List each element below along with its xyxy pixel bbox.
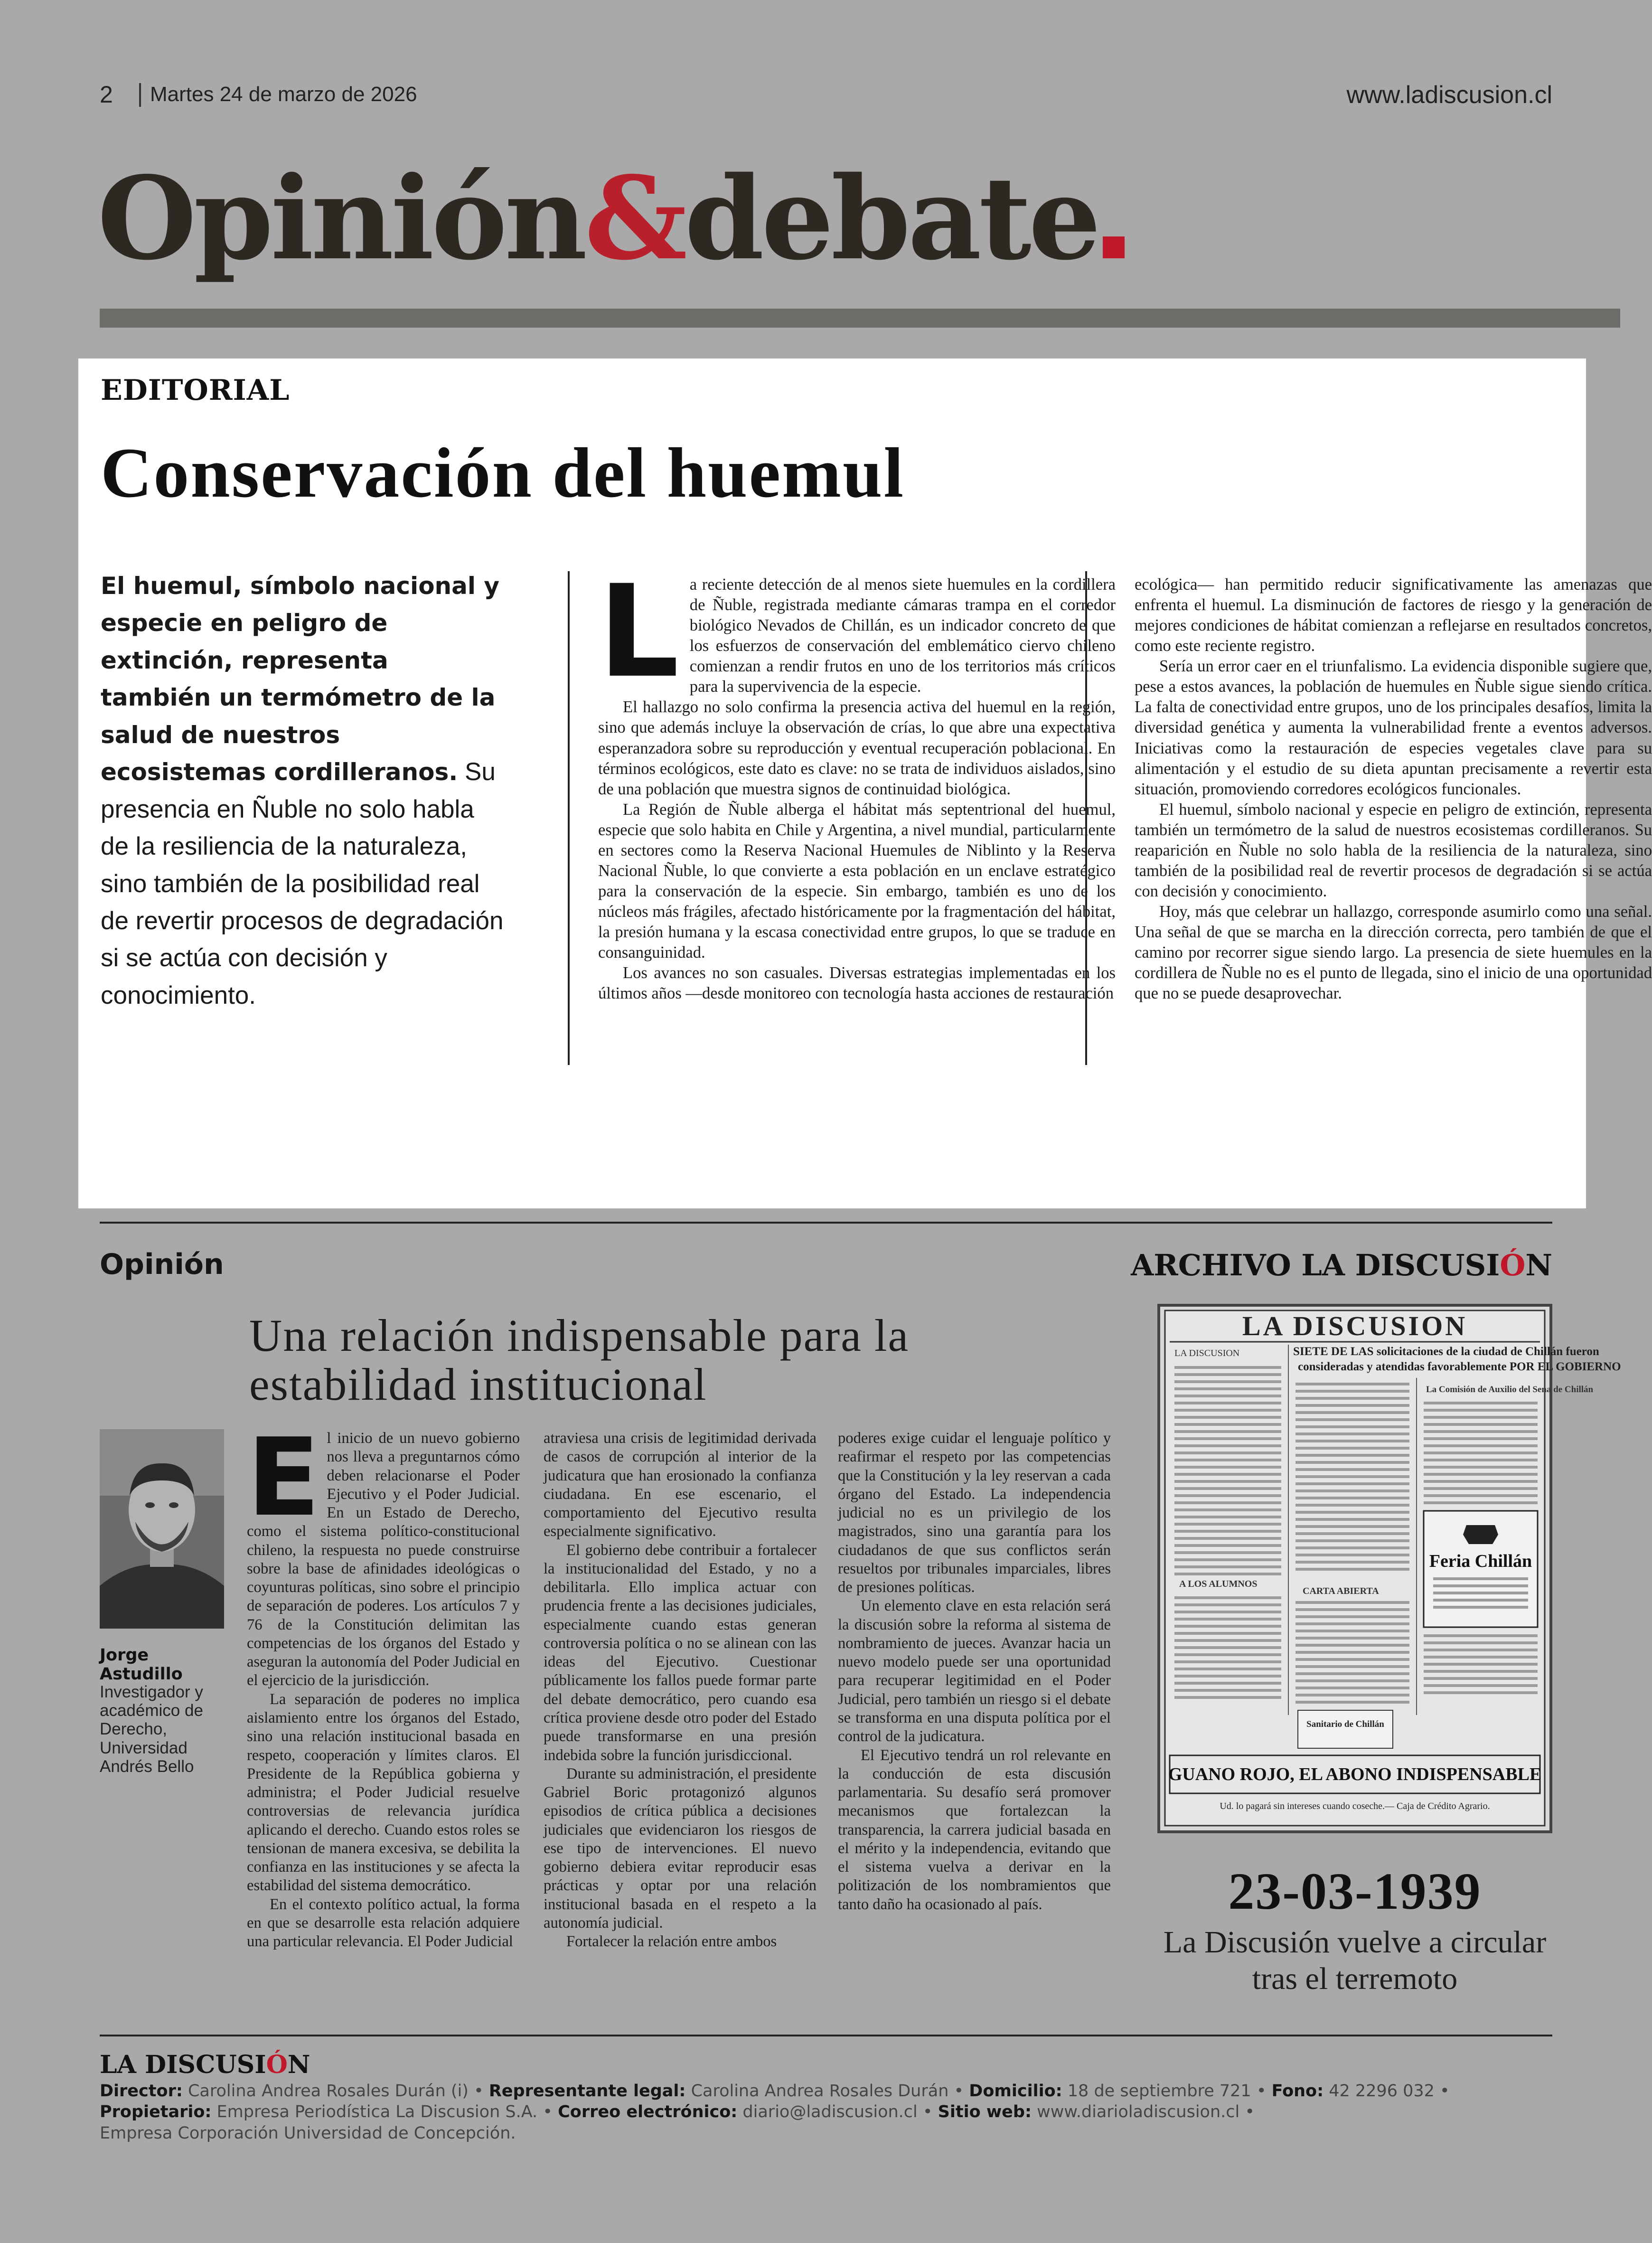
section-title <box>97 151 1125 285</box>
editorial-column-1 <box>598 558 1116 1004</box>
section-title-ampersand: & <box>584 151 685 285</box>
clipping-sub-right: La Comisión de Auxilio del Sena de Chillán <box>1426 1385 1594 1395</box>
opinion-title: Una relación indispensable para la estabilidad institucional <box>249 1310 910 1410</box>
section-divider <box>100 1222 1552 1224</box>
footer-rule <box>100 2035 1552 2036</box>
editorial-paragraph: Hoy, más que celebrar un hallazgo, corresponde asumirlo como una señal. Una señal de que se marcha en la dirección correcta, pero también de que el camino por recorrer sigue siendo largo. La presencia de siete huemules en la cordillera de Ñuble no es el punto de llegada, sino el inicio de una oportunidad que no se puede desaprovechar. <box>1135 903 1652 1003</box>
opinion-paragraph: Durante su administración, el presidente Gabriel Boric protagonizó algunos episodios de crítica pública a decisiones judiciales que evidenciaron los riesgos de ese tipo de intervenciones. El nuevo gobierno debiera evitar reproducir esas prácticas y optar por una relación institucional basada en el respeto a la autonomía judicial. <box>544 1765 817 1932</box>
phone: 42 2296 032 <box>1329 2082 1435 2101</box>
clipping-ad-small: Sanitario de Chillán <box>1306 1719 1384 1729</box>
editorial-paragraph: Los avances no son casuales. Diversas estrategias implementadas en los últimos años —desde monitoreo con tecnología hasta acciones de restauración <box>598 964 1116 1003</box>
editorial-paragraph: a reciente detección de al menos siete huemules en la cordillera de Ñuble, registrada mediante cámaras trampa en el corredor biológico Nevados de Chillán, es un indicador concreto de que los esfuerzos de conservación del emblemático ciervo chileno comienzan a rendir frutos en uno de los territorios más críticos para la supervivencia de la especie. <box>689 575 1116 696</box>
editorial-box <box>78 358 1652 1208</box>
phone-label: Fono: <box>1271 2082 1324 2101</box>
opinion-column-3 <box>838 1429 1111 1914</box>
editorial-paragraph: Sería un error caer en el triunfalismo. La evidencia disponible sugiere que, pese a estos avances, la población de huemules en Ñuble sigue siendo crítica. La falta de conectividad entre grupos, uno de los principales desafíos, limita la diversidad genética y aumenta la vulnerabilidad frente a eventos adversos. Iniciativas como la restauración de especies vegetales clave para su alimentación y el estudio de su dieta apuntan precisamente a revertir esta situación, promoviendo corredores ecológicos funcionales. <box>1135 657 1652 798</box>
clipping-ad-title: Feria Chillán <box>1429 1551 1532 1571</box>
address: 18 de septiembre 721 <box>1067 2082 1251 2101</box>
opinion-kicker: Opinión <box>100 1248 224 1281</box>
email-link[interactable]: diario@ladiscusion.cl <box>742 2102 918 2122</box>
website-label: Sitio web: <box>938 2102 1032 2122</box>
editorial-lead <box>101 567 504 1014</box>
page-number-separator <box>139 83 141 107</box>
clipping-banner: GUANO ROJO, EL ABONO INDISPENSABLE <box>1168 1764 1542 1784</box>
footer-brand-text: LA DISCUSI <box>100 2050 266 2079</box>
editorial-paragraph: La Región de Ñuble alberga el hábitat más septentrional del huemul, especie que solo habita en Chile y Argentina, a nivel mundial, particularmente en sectores como la Reserva Nacional Huemules de Niblinto y la Reserva Nacional Ñuble, lo que convierte a esta población en un enclave estratégico para la conservación de la especie. Sin embargo, también es uno de los núcleos más frágiles, afectado históricamente por la fragmentación del hábitat, la presión humana y la escasa conectividad entre grupos, lo que se traduce en consanguinidad. <box>598 800 1116 962</box>
legal-rep: Carolina Andrea Rosales Durán <box>691 2082 949 2101</box>
editorial-paragraph: El hallazgo no solo confirma la presencia activa del huemul en la región, sino que además incluye la observación de crías, lo que abre una expectativa esperanzadora sobre su reproducción y eventual recuperación poblacional. En términos ecológicos, este dato es clave: no se trata de individuos aislados, sino de una población que muestra signos de continuidad biológica. <box>598 698 1116 798</box>
issue-date: Martes 24 de marzo de 2026 <box>150 83 417 106</box>
editorial-lead-bold: El huemul, símbolo nacional y especie en peligro de extinción, representa también un termómetro de la salud de nuestros ecosistemas cordilleranos. <box>101 572 500 786</box>
footer-brand-accent: Ó <box>266 2050 288 2079</box>
clipping-section-b: CARTA ABIERTA <box>1303 1586 1379 1596</box>
opinion-paragraph: atraviesa una crisis de legitimidad derivada de casos de corrupción al interior de la judicatura que han erosionado la confianza ciudadana. En ese escenario, el comportamiento del Ejecutivo resulta especialmente significativo. <box>544 1430 817 1540</box>
clipping-section-a: A LOS ALUMNOS <box>1179 1579 1258 1589</box>
author-photo <box>100 1429 224 1629</box>
archive-kicker-accent: Ó <box>1500 1248 1526 1282</box>
opinion-paragraph: Fortalecer la relación entre ambos <box>566 1933 777 1951</box>
author-first-name: Jorge <box>100 1646 149 1665</box>
page-number: 2 <box>100 81 113 108</box>
legal-rep-label: Representante legal: <box>488 2082 686 2101</box>
editorial-dropcap: L <box>598 558 679 706</box>
archive-front-page-image <box>1157 1304 1621 1833</box>
address-label: Domicilio: <box>969 2082 1062 2101</box>
opinion-paragraph: l inicio de un nuevo gobierno nos lleva a preguntarnos cómo deben relacionarse el Poder Ejecutivo y el Poder Judicial. En un Estado de Derecho, como el sistema político-constitucional chileno, la respuesta no puede construirse sobre la base de afinidades ideológicas o coyunturas políticas, sino sobre el principio de separación de poderes. Los artículos 7 y 76 de la Constitución delimitan las competencias de los órganos del Estado y aseguran la autonomía del Poder Judicial en el ejercicio de la jurisdicción. <box>247 1430 520 1689</box>
archive-date: 23-03-1939 <box>1228 1862 1482 1920</box>
editorial-column-2 <box>1135 575 1652 1004</box>
archive-caption: La Discusión vuelve a circular tras el terremoto <box>1163 1925 1547 1997</box>
opinion-paragraph: El Ejecutivo tendrá un rol relevante en la conducción de esta discusión parlamentaria. Su desafío será promover mecanismos que fortalezcan la transparencia, la carrera judicial basada en el mérito y la independencia, evitando que el sistema vuelva a derivar en la politización de los nombramientos que tanto daño ha ocasionado al país. <box>838 1746 1111 1913</box>
opinion-paragraph: Un elemento clave en esta relación será la discusión sobre la reforma al sistema de nombramiento de jueces. Avanzar hacia un nuevo modelo puede ser una oportunidad para recuperar legitimidad en el Poder Judicial, pero también un riesgo si el debate se transforma en una disputa política por el control de la judicatura. <box>838 1597 1111 1745</box>
section-title-dot <box>1103 236 1125 258</box>
archive-kicker-text: ARCHIVO LA DISCUSI <box>1131 1248 1500 1282</box>
editorial-lead-rest: Su presencia en Ñuble no solo habla de la resiliencia de la naturaleza, sino también de la posibilidad real de revertir procesos de degradación si se actúa con decisión y conocimiento. <box>101 758 504 1009</box>
author-bio: Investigador y académico de Derecho, Universidad Andrés Bello <box>100 1683 203 1776</box>
parent-company: Empresa Corporación Universidad de Concepción. <box>100 2123 516 2143</box>
clipping-masthead: LA DISCUSION <box>1242 1310 1468 1341</box>
section-rule <box>100 309 1620 328</box>
editorial-kicker: EDITORIAL <box>101 374 290 407</box>
author-last-name: Astudillo <box>100 1665 183 1684</box>
owner-label: Propietario: <box>100 2102 212 2122</box>
opinion-column-1 <box>247 1415 520 1951</box>
site-url[interactable]: www.ladiscusion.cl <box>1346 81 1552 109</box>
email-label: Correo electrónico: <box>558 2102 738 2122</box>
archive-clipping <box>1160 1307 1621 1830</box>
footer-brand <box>100 2050 310 2079</box>
editorial-paragraph: El huemul, símbolo nacional y especie en peligro de extinción, representa también un termómetro de la salud de nuestros ecosistemas cordilleranos. Su reaparición en Ñuble no solo habla de la resiliencia de la naturaleza, sino también de la posibilidad real de revertir procesos de degradación si se actúa con decisión y conocimiento. <box>1135 800 1652 900</box>
opinion-paragraph: En el contexto político actual, la forma en que se desarrolle esta relación adquiere una particular relevancia. El Poder Judicial <box>247 1895 520 1951</box>
footer-brand-end: N <box>287 2050 310 2079</box>
clipping-sub-left: LA DISCUSION <box>1174 1348 1240 1358</box>
opinion-paragraph: La separación de poderes no implica aislamiento entre los órganos del Estado, sino una relación institucional basada en respeto, cooperación y límites claros. El Presidente de la República gobierna y administra; el Poder Judicial resuelve controversias de relevancia jurídica aplicando el derecho. Cuando estos roles se tensionan de manera excesiva, se debilita la confianza en las instituciones y se afecta la estabilidad del sistema democrático. <box>247 1690 520 1894</box>
author-portrait-illustration <box>100 1429 224 1629</box>
archive-kicker <box>1131 1248 1552 1282</box>
opinion-paragraph: El gobierno debe contribuir a fortalecer la institucionalidad del Estado, y no a debilitarla. Ello implica actuar con prudencia frente a las decisiones judiciales, especialmente cuando estas generan controversia política o no se alinean con las ideas del Ejecutivo. Cuestionar públicamente los fallos puede formar parte del debate democrático, pero cuando esa crítica proviene desde otro poder del Estado puede transformarse en una presión indebida sobre la función jurisdiccional. <box>544 1541 817 1764</box>
editorial-paragraph: ecológica— han permitido reducir significativamente las amenazas que enfrenta el huemul. La disminución de factores de riesgo y la generación de mejores condiciones de hábitat comienzan a reflejarse en resultados concretos, como este reciente registro. <box>1135 575 1652 655</box>
archive-kicker-end: N <box>1525 1248 1552 1282</box>
section-title-part1: Opinión <box>97 151 585 285</box>
opinion-column-2 <box>544 1429 817 1951</box>
footer-credits: Director: Carolina Andrea Rosales Durán (i) • Representante legal: Carolina Andrea Rosales Durán • Domicilio: 18 de septiembre 721 • Fono: 42 2296 032 • Propietario: Empresa Periodística La Discusion S.A. • Correo electrónico: diario@ladiscusion.cl • Sitio web: www.diarioladiscusion.cl • Empresa Corporación Universidad de Concepción. <box>100 2082 1450 2143</box>
column-rule <box>568 571 570 1065</box>
clipping-banner-sub: Ud. lo pagará sin intereses cuando coseche.— Caja de Crédito Agrario. <box>1220 1801 1490 1811</box>
editorial-title: Conservación del huemul <box>101 434 905 512</box>
director-label: Director: <box>100 2082 183 2101</box>
website-link[interactable]: www.diarioladiscusion.cl <box>1037 2102 1240 2122</box>
owner: Empresa Periodística La Discusion S.A. <box>216 2102 538 2122</box>
section-title-part2: debate <box>684 151 1098 285</box>
bull-logo-icon <box>1463 1525 1498 1544</box>
opinion-dropcap: E <box>247 1415 320 1540</box>
clipping-headline-1: SIETE DE LAS solicitaciones de la ciudad de Chillán fueron <box>1293 1345 1599 1358</box>
author-name <box>100 1646 183 1684</box>
director: Carolina Andrea Rosales Durán (i) <box>188 2082 469 2101</box>
opinion-paragraph: poderes exige cuidar el lenguaje político y reafirmar el respeto por las competencias que la Constitución y la ley reservan a cada órgano del Estado. La independencia judicial no es un privilegio de los magistrados, sino una garantía para los ciudadanos de que sus conflictos serán resueltos por tribunales imparciales, libres de presiones políticas. <box>838 1430 1111 1596</box>
clipping-headline-2: consideradas y atendidas favorablemente POR EL GOBIERNO <box>1298 1360 1621 1373</box>
